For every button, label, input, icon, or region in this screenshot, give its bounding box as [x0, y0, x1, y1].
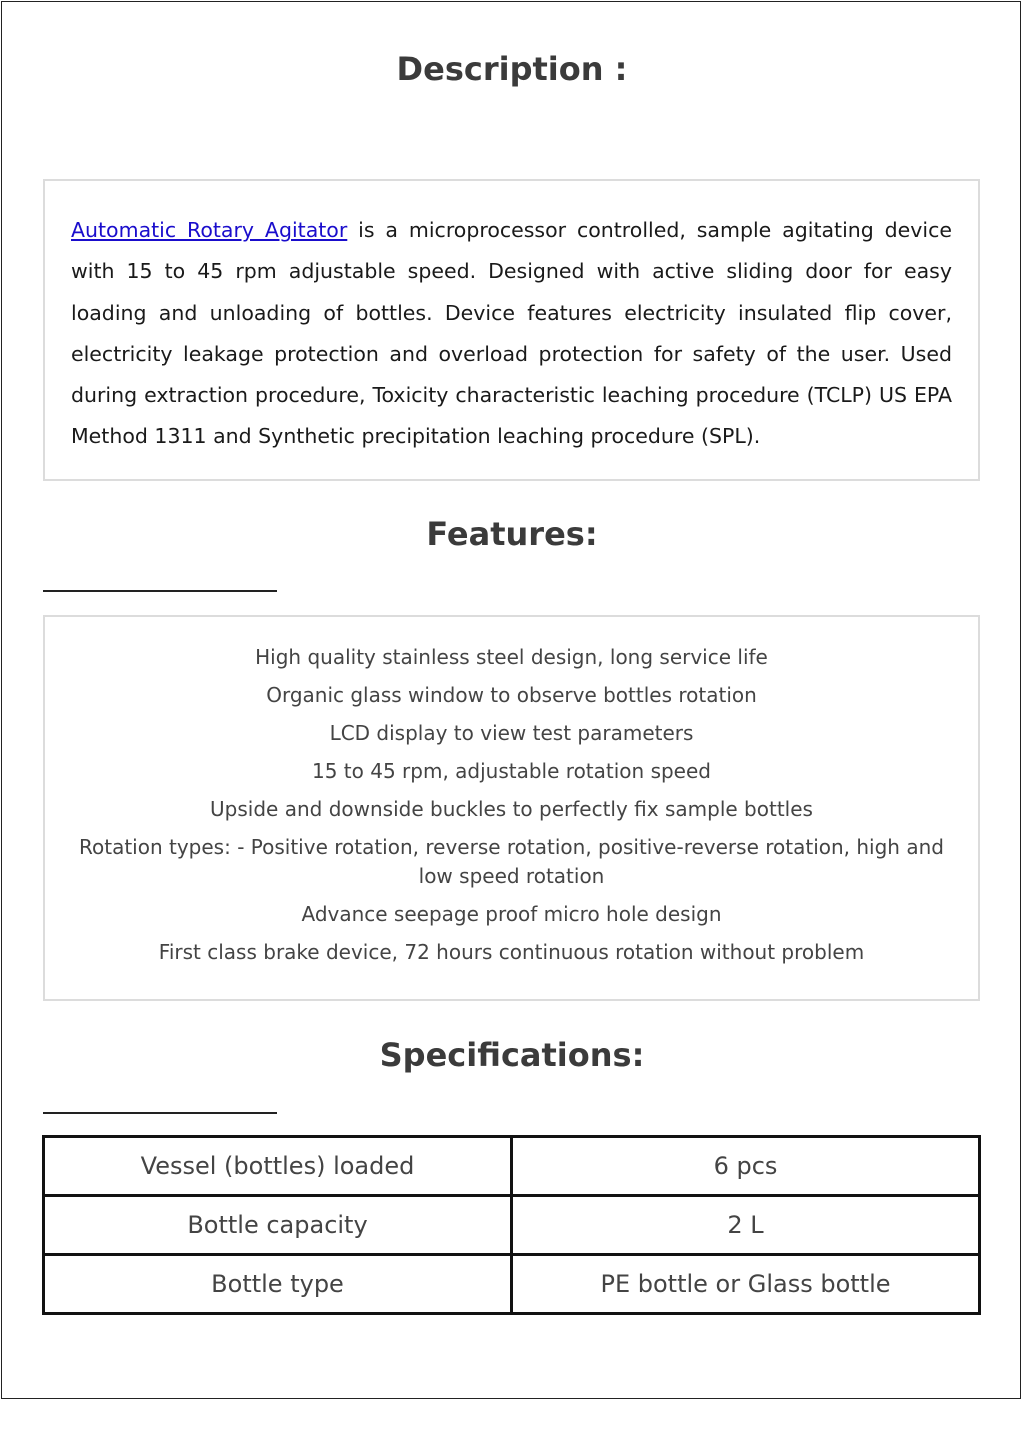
feature-item: 15 to 45 rpm, adjustable rotation speed — [312, 759, 711, 783]
description-body: is a microprocessor controlled, sample agitating device with 15 to 45 rpm adjustable speed. Designed with active sliding door for easy loading and unloading of bottles. Device features electricity insulated flip cover, electricity leakage protection and overload protection for safety of the user. Used during extraction procedure, Toxicity characteristic leaching procedure (TCLP) US EPA Method 1311 and Synthetic precipitation leaching procedure (SPL). — [71, 218, 952, 449]
feature-item: High quality stainless steel design, long service life — [255, 645, 768, 669]
feature-item: Upside and downside buckles to perfectly fix sample bottles — [210, 797, 813, 821]
table-row — [44, 1255, 980, 1314]
spec-label-cell: Vessel (bottles) loaded — [44, 1137, 512, 1196]
spec-label-cell: Bottle type — [44, 1255, 512, 1314]
spec-value-cell: 6 pcs — [512, 1137, 980, 1196]
product-link[interactable]: Automatic Rotary Agitator — [71, 218, 348, 242]
table-row — [44, 1137, 980, 1196]
feature-item: LCD display to view test parameters — [329, 721, 694, 745]
feature-item: First class brake device, 72 hours continuous rotation without problem — [158, 940, 865, 964]
spec-label-cell: Bottle capacity — [44, 1196, 512, 1255]
feature-item: Rotation types: - Positive rotation, reverse rotation, positive-reverse rotation, high and low speed rotation — [79, 835, 944, 888]
feature-item: Advance seepage proof micro hole design — [301, 902, 722, 926]
features-heading: Features: — [426, 515, 598, 553]
description-heading: Description : — [396, 50, 628, 88]
description-box — [43, 179, 980, 481]
spec-value-cell: 2 L — [512, 1196, 980, 1255]
features-divider — [43, 590, 277, 592]
features-list — [75, 643, 948, 967]
table-row — [44, 1196, 980, 1255]
specifications-divider — [43, 1112, 277, 1114]
feature-item: Organic glass window to observe bottles rotation — [266, 683, 757, 707]
description-paragraph — [71, 210, 952, 458]
spec-value-cell: PE bottle or Glass bottle — [512, 1255, 980, 1314]
specifications-table — [42, 1135, 981, 1315]
features-box — [43, 615, 980, 1001]
specifications-heading: Specifications: — [379, 1036, 645, 1074]
